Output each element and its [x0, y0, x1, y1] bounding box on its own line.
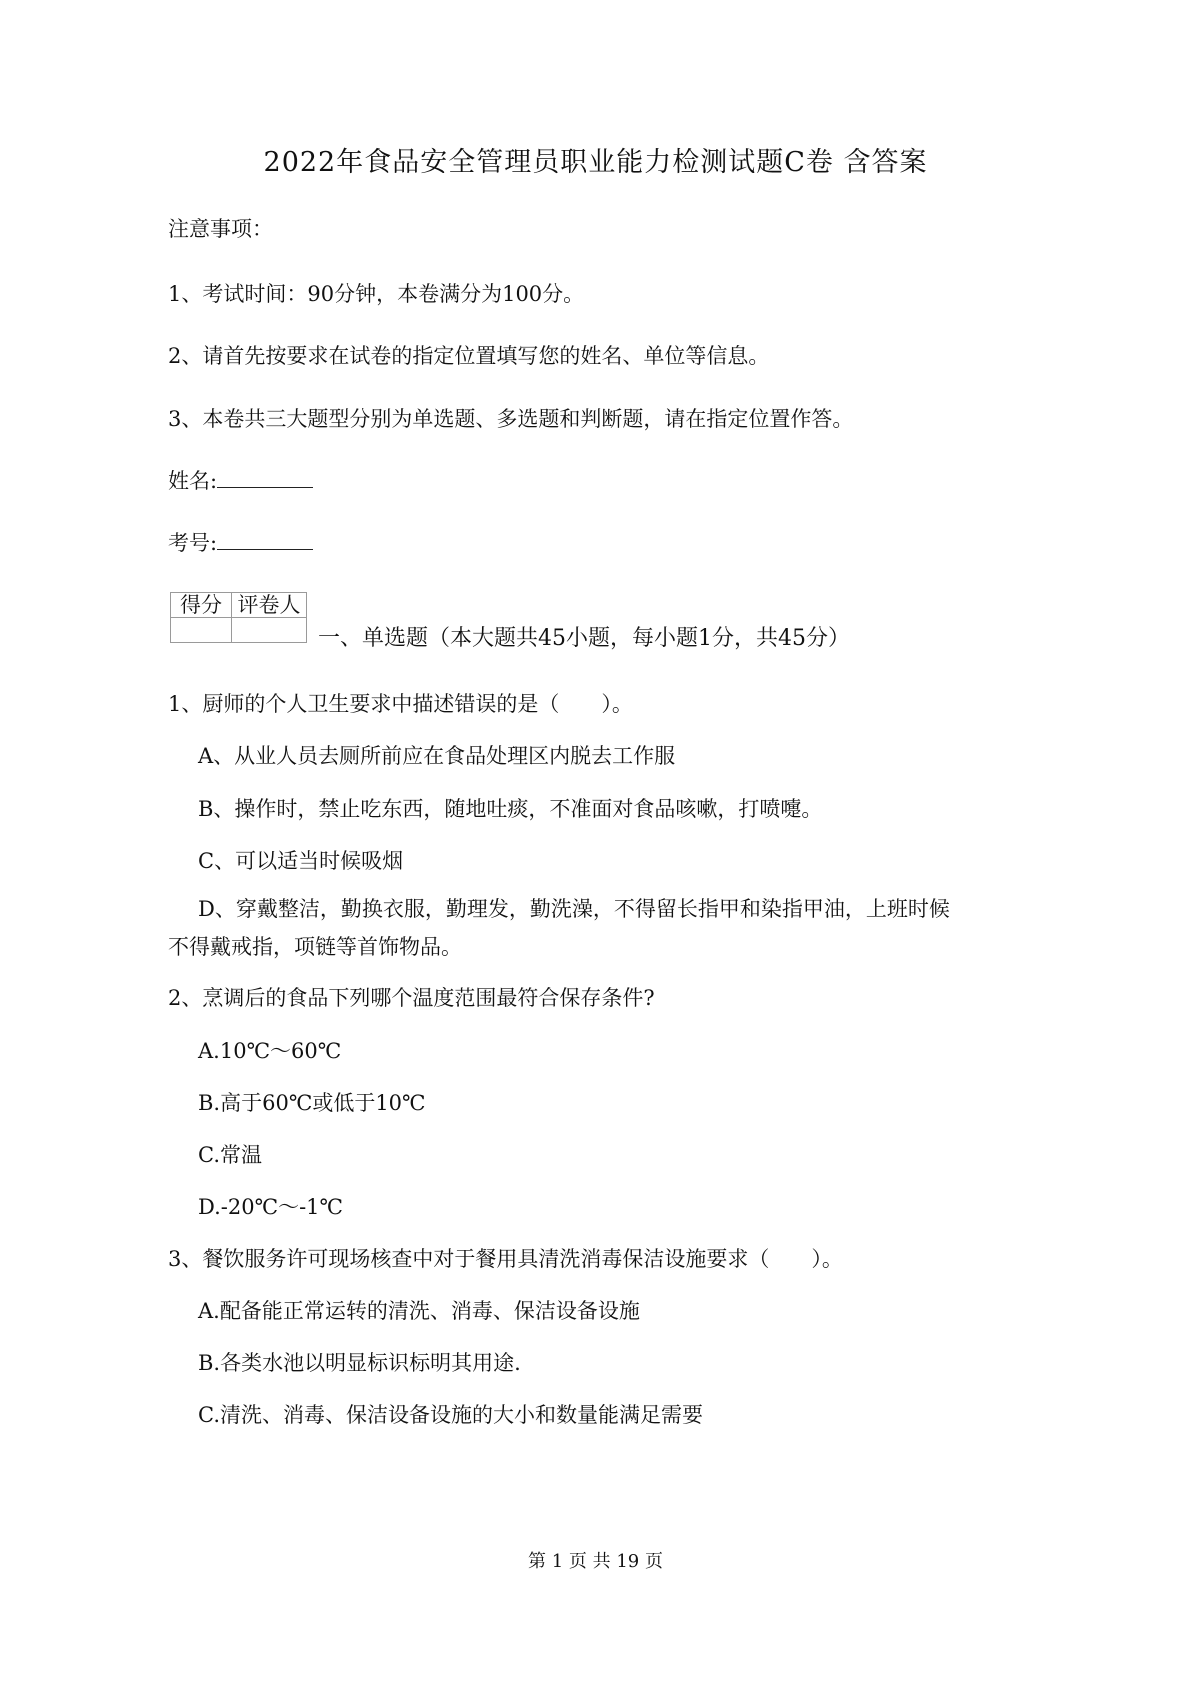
notice-heading: 注意事项：: [168, 217, 273, 241]
question-1-stem: 1、厨师的个人卫生要求中描述错误的是（ ）。: [168, 692, 633, 716]
question-2-option-c: C.常温: [198, 1143, 262, 1167]
document-title: 2022年食品安全管理员职业能力检测试题C卷 含答案: [263, 147, 928, 178]
question-3-option-c: C.清洗、消毒、保洁设备设施的大小和数量能满足需要: [198, 1403, 703, 1427]
question-3-option-b: B.各类水池以明显标识标明其用途.: [198, 1351, 521, 1375]
name-blank[interactable]: [217, 469, 313, 488]
score-header: 得分: [171, 593, 232, 618]
section-title: 一、单选题（本大题共45小题，每小题1分，共45分）: [318, 626, 850, 651]
id-blank[interactable]: [217, 531, 313, 550]
name-label: 姓名:: [168, 469, 218, 493]
question-2-stem: 2、烹调后的食品下列哪个温度范围最符合保存条件?: [168, 986, 655, 1010]
question-3-option-a: A.配备能正常运转的清洗、消毒、保洁设备设施: [198, 1299, 640, 1323]
page-footer: 第 1 页 共 19 页: [528, 1551, 663, 1572]
name-field[interactable]: [168, 465, 313, 495]
notice-item-3: 3、本卷共三大题型分别为单选题、多选题和判断题，请在指定位置作答。: [168, 407, 854, 431]
grader-header: 评卷人: [232, 593, 307, 618]
notice-item-2: 2、请首先按要求在试卷的指定位置填写您的姓名、单位等信息。: [168, 344, 770, 368]
question-1-option-c: C、可以适当时候吸烟: [198, 849, 404, 873]
notice-item-1: 1、考试时间：90分钟，本卷满分为100分。: [168, 282, 585, 306]
question-3-stem: 3、餐饮服务许可现场核查中对于餐用具清洗消毒保洁设施要求（ ）。: [168, 1247, 843, 1271]
id-label: 考号:: [168, 531, 218, 555]
question-1-option-a: A、从业人员去厕所前应在食品处理区内脱去工作服: [198, 744, 676, 768]
score-cell[interactable]: [171, 618, 232, 643]
question-1-option-d: D、穿戴整洁，勤换衣服，勤理发，勤洗澡，不得留长指甲和染指甲油，上班时候不得戴戒指，项链等首饰物品。: [168, 897, 950, 959]
question-2-option-d: D.-20℃～-1℃: [198, 1195, 344, 1219]
id-field[interactable]: [168, 527, 313, 557]
score-table: [170, 592, 307, 643]
question-2-option-b: B.高于60℃或低于10℃: [198, 1091, 426, 1115]
grader-cell[interactable]: [232, 618, 307, 643]
question-2-option-a: A.10℃～60℃: [198, 1039, 342, 1063]
question-1-option-b: B、操作时，禁止吃东西，随地吐痰，不准面对食品咳嗽，打喷嚏。: [198, 797, 823, 821]
